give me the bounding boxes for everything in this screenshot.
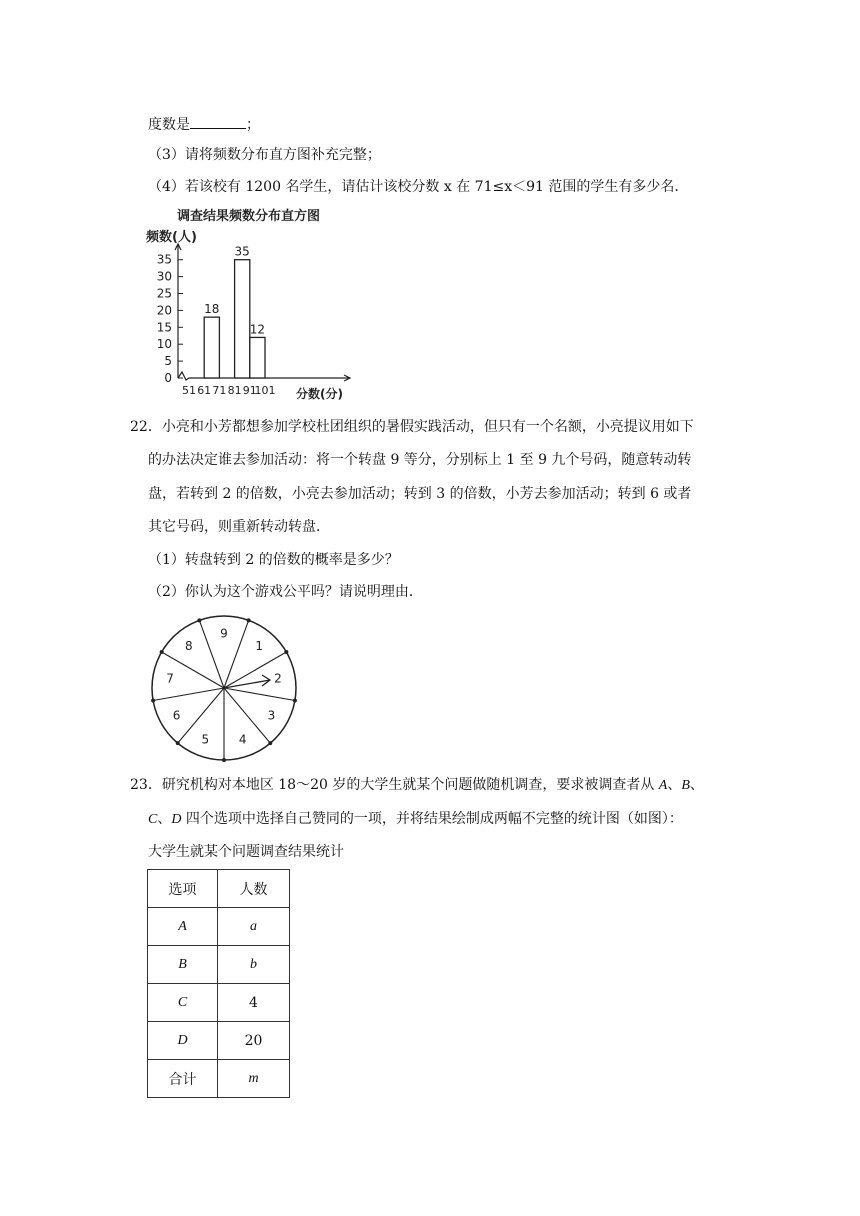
option-d-var: D xyxy=(171,812,182,827)
sector-number: 8 xyxy=(185,639,193,654)
sector-number: 7 xyxy=(166,671,174,686)
sector-number: 9 xyxy=(220,626,228,641)
separator: 、 xyxy=(689,777,704,793)
y-ticks xyxy=(157,253,183,385)
divider-dot xyxy=(247,618,251,622)
x-tick-label: 101 xyxy=(254,384,276,397)
x-ticks xyxy=(182,384,276,397)
histogram-bar xyxy=(204,317,219,378)
q21-degree-line xyxy=(148,114,260,135)
sector-number: 6 xyxy=(172,708,181,723)
x-tick-label: 91 xyxy=(242,384,257,397)
y-tick-label: 15 xyxy=(156,320,172,335)
table-cell-count: b xyxy=(218,946,290,984)
y-tick-label: 5 xyxy=(164,354,172,369)
divider-dot xyxy=(151,699,155,703)
q23-line1-text: 23．研究机构对本地区 18～20 岁的大学生就某个问题做随机调查，要求被调查者从 xyxy=(130,777,659,793)
bar-value-label: 18 xyxy=(204,302,220,317)
q22-line3: 盘，若转到 2 的倍数，小亮去参加活动；转到 3 的倍数，小芳去参加活动；转到 6 或者 xyxy=(148,486,692,502)
table-header-count: 人数 xyxy=(218,870,290,908)
q22-line1: 22．小亮和小芳都想参加学校杜团组织的暑假实践活动，但只有一个名额，小亮提议用如下 xyxy=(130,419,694,435)
divider-dot xyxy=(222,758,226,762)
y-axis-label: 频数(人) xyxy=(146,230,197,245)
table-cell-option: 合计 xyxy=(148,1060,218,1098)
y-tick-label: 10 xyxy=(156,337,172,352)
q22-line2: 的办法决定谁去参加活动：将一个转盘 9 等分，分别标上 1 至 9 九个号码，随意转动转 xyxy=(148,452,692,468)
table-cell-option: C xyxy=(148,984,218,1022)
y-tick-label: 35 xyxy=(156,252,172,267)
table-header-option: 选项 xyxy=(148,870,218,908)
option-c-var: C xyxy=(148,812,158,827)
separator: 、 xyxy=(157,811,172,827)
table-cell-count: 4 xyxy=(218,984,290,1022)
x-axis-label: 分数(分) xyxy=(296,387,343,401)
separator: 、 xyxy=(667,777,682,793)
survey-results-table xyxy=(147,869,290,1098)
y-tick-label: 30 xyxy=(156,269,172,284)
x-tick-label: 61 xyxy=(197,384,212,397)
option-a-var: A xyxy=(658,778,668,793)
divider-dot xyxy=(160,650,164,654)
q22-item2: （2）你认为这个游戏公平吗？请说明理由． xyxy=(148,584,423,600)
y-tick-label: 0 xyxy=(164,371,172,385)
histogram-bar xyxy=(235,260,250,378)
sector-number: 4 xyxy=(238,732,247,747)
table-row xyxy=(148,1022,290,1060)
table-header-row xyxy=(148,870,290,908)
sector-number: 2 xyxy=(274,671,282,686)
table-cell-option: A xyxy=(148,908,218,946)
x-tick-label: 51 xyxy=(182,384,196,397)
divider-dot xyxy=(284,650,288,654)
sector-number: 3 xyxy=(267,708,276,723)
y-tick-label: 20 xyxy=(156,303,172,318)
table-cell-option: B xyxy=(148,946,218,984)
table-row xyxy=(148,984,290,1022)
frequency-histogram xyxy=(140,202,380,404)
divider-dot xyxy=(176,741,180,745)
q22-item1: （1）转盘转到 2 的倍数的概率是多少？ xyxy=(148,552,399,568)
spinner-wheel xyxy=(140,612,310,762)
q21-degree-text: 度数是 xyxy=(148,117,190,133)
q21-degree-suffix: ； xyxy=(246,117,260,133)
sector-number: 1 xyxy=(255,639,263,654)
table-cell-count: 20 xyxy=(218,1022,290,1060)
table-cell-count: a xyxy=(218,908,290,946)
bar-value-label: 12 xyxy=(249,322,266,337)
option-b-var: B xyxy=(681,778,690,793)
table-title: 大学生就某个问题调查结果统计 xyxy=(148,844,344,860)
table-cell-option: D xyxy=(148,1022,218,1060)
q21-item4: （4）若该校有 1200 名学生，请估计该校分数 x 在 71≤x＜91 范围的学生有多少名． xyxy=(148,179,689,195)
y-tick-label: 25 xyxy=(156,286,172,301)
sector-number: 5 xyxy=(201,732,210,747)
x-tick-label: 71 xyxy=(212,384,227,397)
bar-value-label: 35 xyxy=(234,244,250,259)
divider-dot xyxy=(293,699,297,703)
q23-line2 xyxy=(148,809,683,830)
answer-blank xyxy=(190,114,246,129)
table-row xyxy=(148,1060,290,1098)
table-row xyxy=(148,908,290,946)
histogram-bar xyxy=(250,337,265,378)
q21-item3: （3）请将频数分布直方图补充完整； xyxy=(148,147,381,163)
table-cell-count: m xyxy=(218,1060,290,1098)
q23-line2-text: 四个选项中选择自己赞同的一项，并将结果绘制成两幅不完整的统计图（如图）： xyxy=(181,811,683,827)
divider-dot xyxy=(197,618,201,622)
q22-line4: 其它号码，则重新转动转盘． xyxy=(148,519,330,535)
x-tick-label: 81 xyxy=(227,384,242,397)
chart-title: 调查结果频数分布直方图 xyxy=(177,209,321,224)
q23-line1 xyxy=(130,775,704,796)
divider-dot xyxy=(268,741,272,745)
table-row xyxy=(148,946,290,984)
histogram-bars xyxy=(204,245,265,378)
